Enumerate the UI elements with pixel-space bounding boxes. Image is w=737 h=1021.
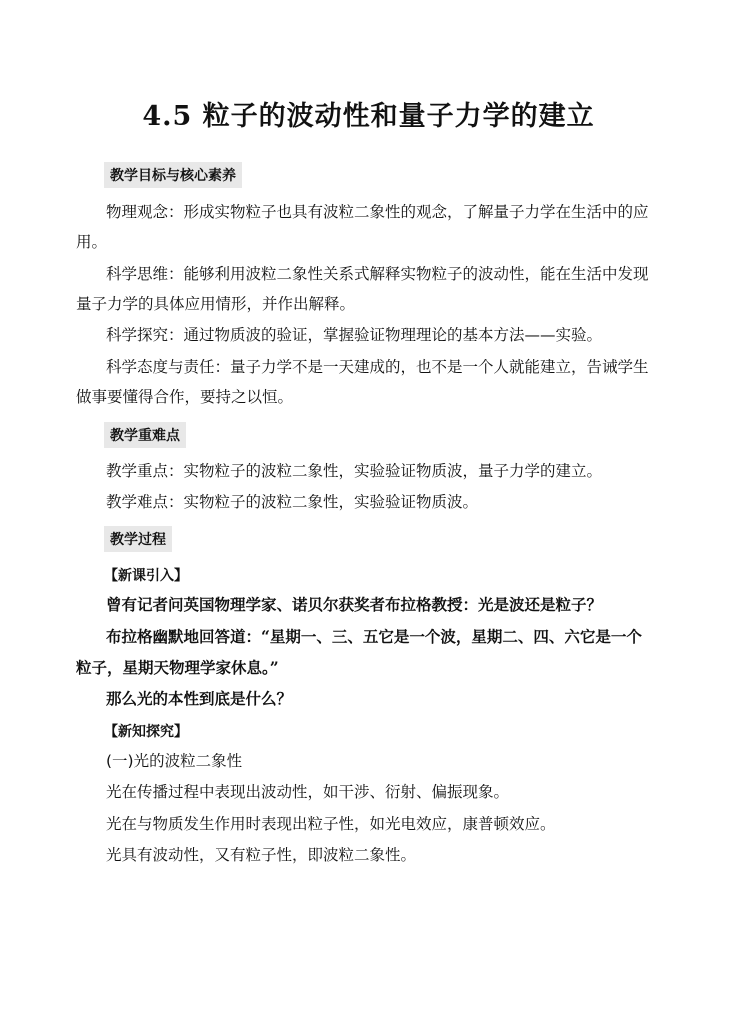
physics-concept-line-2: 用。 (76, 233, 108, 251)
intro-line-3: 那么光的本性到底是什么？ (106, 689, 293, 708)
explore-label: 【新知探究】 (104, 724, 188, 740)
attitude-line-2: 做事要懂得合作，要持之以恒。 (76, 388, 294, 406)
scientific-inquiry-line: 科学探究：通过物质波的验证，掌握验证物理理论的基本方法——实验。 (106, 326, 603, 344)
paragraph-1: 光在传播过程中表现出波动性，如干涉、衍射、偏振现象。 (106, 783, 510, 801)
section-tag-key-points: 教学重难点 (104, 422, 186, 448)
intro-line-1: 曾有记者问英国物理学家、诺贝尔获奖者布拉格教授：光是波还是粒子？ (106, 595, 603, 614)
section-tag-objectives: 教学目标与核心素养 (104, 162, 242, 188)
intro-line-2a: 布拉格幽默地回答道：“星期一、三、五它是一个波，星期二、四、六它是一个 (106, 627, 642, 646)
physics-concept-line-1: 物理观念：形成实物粒子也具有波粒二象性的观念，了解量子力学在生活中的应 (106, 203, 649, 221)
paragraph-3: 光具有波动性，又有粒子性，即波粒二象性。 (106, 846, 417, 864)
attitude-line-1: 科学态度与责任：量子力学不是一天建成的，也不是一个人就能建立，告诫学生 (106, 358, 649, 376)
page-title: 4.5 粒子的波动性和量子力学的建立 (142, 101, 595, 132)
scientific-thinking-line-2: 量子力学的具体应用情形，并作出解释。 (76, 295, 356, 313)
key-focus-line: 教学重点：实物粒子的波粒二象性，实验验证物质波，量子力学的建立。 (106, 462, 603, 480)
intro-label: 【新课引入】 (104, 568, 188, 584)
key-difficulty-line: 教学难点：实物粒子的波粒二象性，实验验证物质波。 (106, 493, 479, 511)
subsection-1-heading: (一)光的波粒二象性 (106, 752, 243, 770)
paragraph-2: 光在与物质发生作用时表现出粒子性，如光电效应，康普顿效应。 (106, 815, 556, 833)
section-tag-process: 教学过程 (104, 526, 172, 552)
scientific-thinking-line-1: 科学思维：能够利用波粒二象性关系式解释实物粒子的波动性，能在生活中发现 (106, 265, 649, 283)
intro-line-2b: 粒子，星期天物理学家休息。” (76, 658, 279, 677)
